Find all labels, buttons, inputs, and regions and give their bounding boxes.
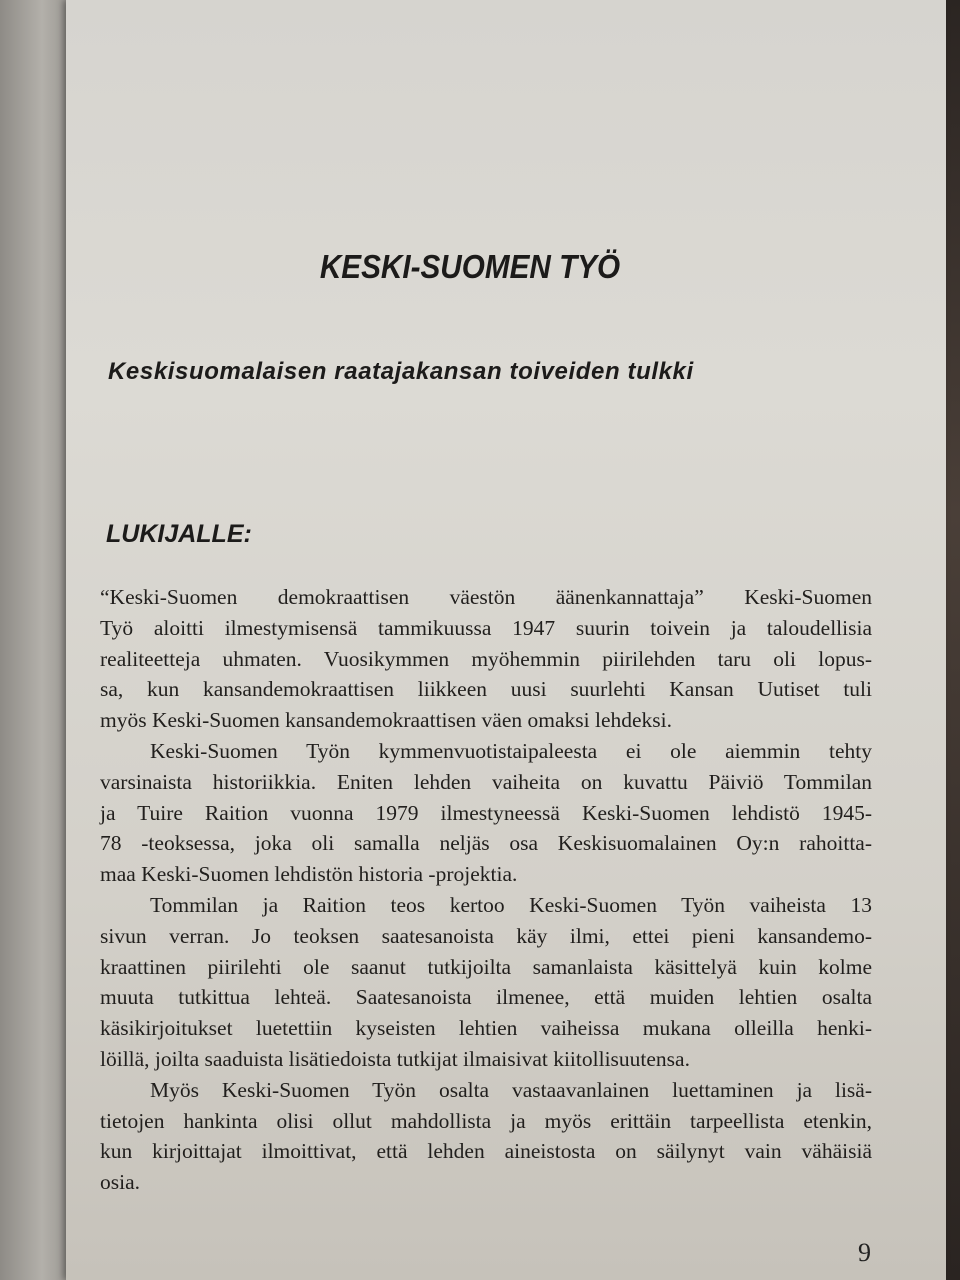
book-page xyxy=(66,0,946,1280)
text-line: osia. xyxy=(100,1170,141,1195)
text-line: Työ aloitti ilmestymisensä tammikuussa 1947 suurin toivein ja taloudellisia xyxy=(100,615,872,640)
text-line: tietojen hankinta olisi ollut mahdollista ja myös erittäin tarpeellista etenkin, xyxy=(100,1108,872,1133)
text-line: sivun verran. Jo teoksen saatesanoista käy ilmi, ettei pieni kansandemo- xyxy=(100,923,872,948)
text-line: Tommilan ja Raition teos kertoo Keski-Suomen Työn vaiheista 13 xyxy=(150,892,872,917)
text-line: muuta tutkittua lehteä. Saatesanoista ilmenee, että muiden lehtien osalta xyxy=(100,985,872,1010)
text-line: ja Tuire Raition vuonna 1979 ilmestyneessä Keski-Suomen lehdistö 1945- xyxy=(100,800,872,825)
text-line: kun kirjoittajat ilmoittivat, että lehden aineistosta on säilynyt vain vähäisiä xyxy=(100,1139,872,1164)
page-number: 9 xyxy=(858,1238,871,1267)
text-line: kraattinen piirilehti ole saanut tutkijoilta samanlaista käsittelyä kuin kolme xyxy=(100,954,872,979)
text-line: 78 -teoksessa, joka oli samalla neljäs osa Keskisuomalainen Oy:n rahoitta- xyxy=(100,831,872,856)
text-line: myös Keski-Suomen kansandemokraattisen väen omaksi lehdeksi. xyxy=(100,708,673,733)
text-line: sa, kun kansandemokraattisen liikkeen uusi suurlehti Kansan Uutiset tuli xyxy=(100,677,872,702)
text-line: varsinaista historiikkia. Eniten lehden vaiheita on kuvattu Päiviö Tommilan xyxy=(100,769,872,794)
text-line: Keski-Suomen Työn kymmenvuotistaipaleesta ei ole aiemmin tehty xyxy=(150,738,872,763)
text-line: realiteetteja uhmaten. Vuosikymmen myöhemmin piirilehden taru oli lopus- xyxy=(100,646,872,671)
chapter-subtitle: Keskisuomalaisen raatajakansan toiveiden tulkki xyxy=(108,358,694,385)
text-line: Myös Keski-Suomen Työn osalta vastaavanlainen luettaminen ja lisä- xyxy=(150,1077,872,1102)
text-line: maa Keski-Suomen lehdistön historia -projektia. xyxy=(100,862,518,887)
chapter-title: KESKI-SUOMEN TYÖ xyxy=(319,248,621,285)
text-line: löillä, joilta saaduista lisätiedoista tutkijat ilmaisivat kiitollisuutensa. xyxy=(100,1046,690,1071)
text-line: käsikirjoitukset luetettiin kyseisten lehtien vaiheissa mukana olleilla henki- xyxy=(100,1016,872,1041)
section-heading: LUKIJALLE: xyxy=(106,520,252,548)
text-line: “Keski-Suomen demokraattisen väestön äänenkannattaja” Keski-Suomen xyxy=(100,585,872,609)
body-text xyxy=(100,582,872,1198)
facing-page-edge xyxy=(0,0,70,1280)
